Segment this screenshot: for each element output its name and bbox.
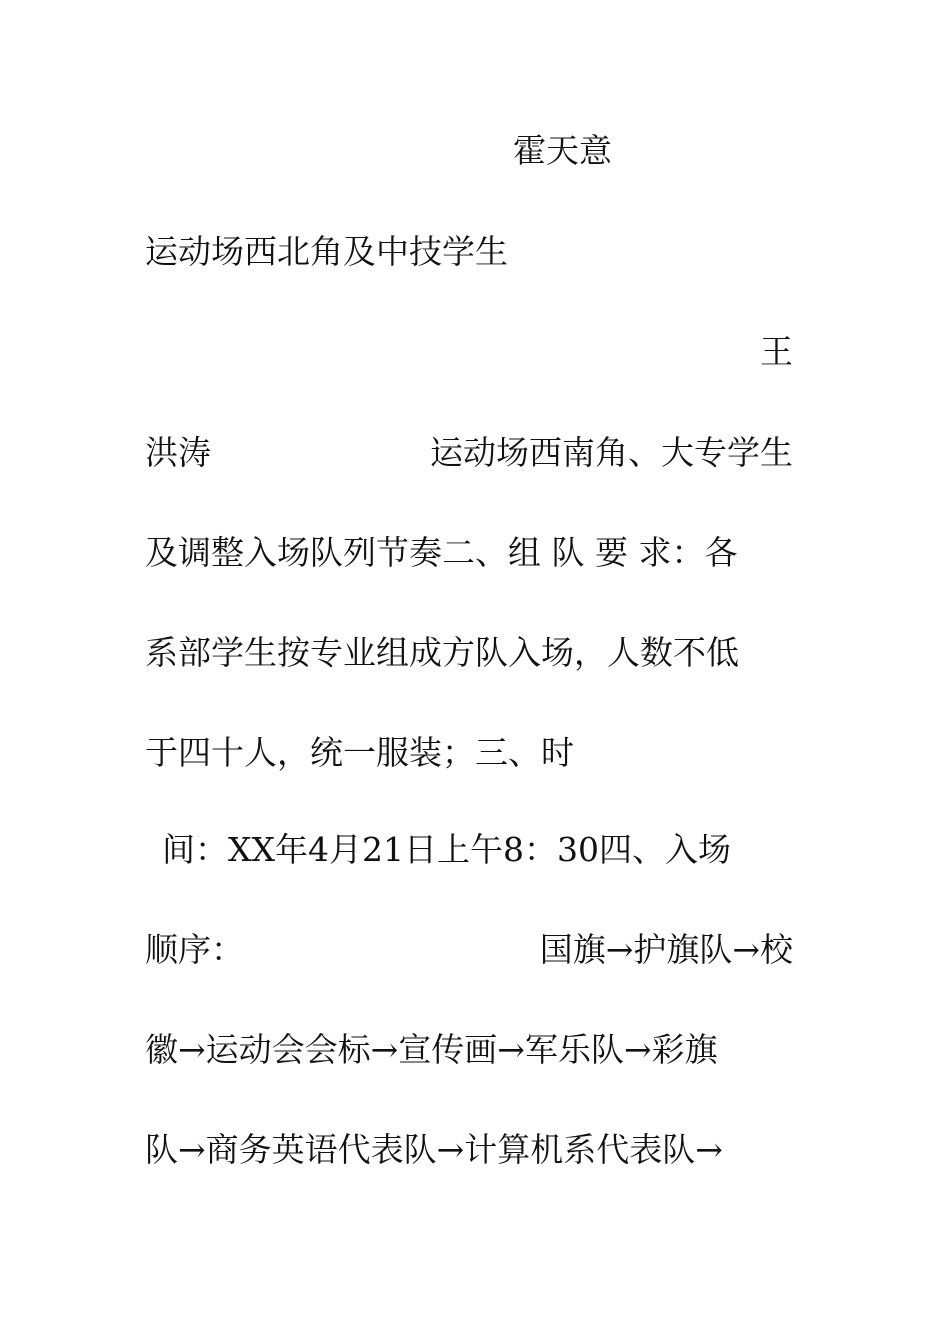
text-line-time: 间：XX年4月21日上午8：30四、入场	[162, 830, 731, 869]
text-line-requirements: 及调整入场队列节奏二、组 队 要 求：各	[145, 533, 738, 572]
text-line-order-label: 顺序：	[145, 930, 244, 969]
text-line-southwest: 运动场西南角、大专学生	[430, 433, 793, 472]
text-line-northwest: 运动场西北角及中技学生	[145, 232, 508, 271]
text-line-wang: 王	[760, 332, 793, 371]
text-line-order-emblem: 徽→运动会会标→宣传画→军乐队→彩旗	[145, 1030, 718, 1069]
text-line-forty-people: 于四十人，统一服装；三、时	[145, 733, 574, 772]
text-line-order-flag: 国旗→护旗队→校	[539, 930, 793, 969]
text-line-name-huo: 霍天意	[513, 131, 612, 170]
text-line-order-teams: 队→商务英语代表队→计算机系代表队→	[145, 1130, 723, 1169]
text-line-hongtao: 洪涛	[145, 433, 211, 472]
text-line-departments: 系部学生按专业组成方队入场，人数不低	[145, 633, 739, 672]
